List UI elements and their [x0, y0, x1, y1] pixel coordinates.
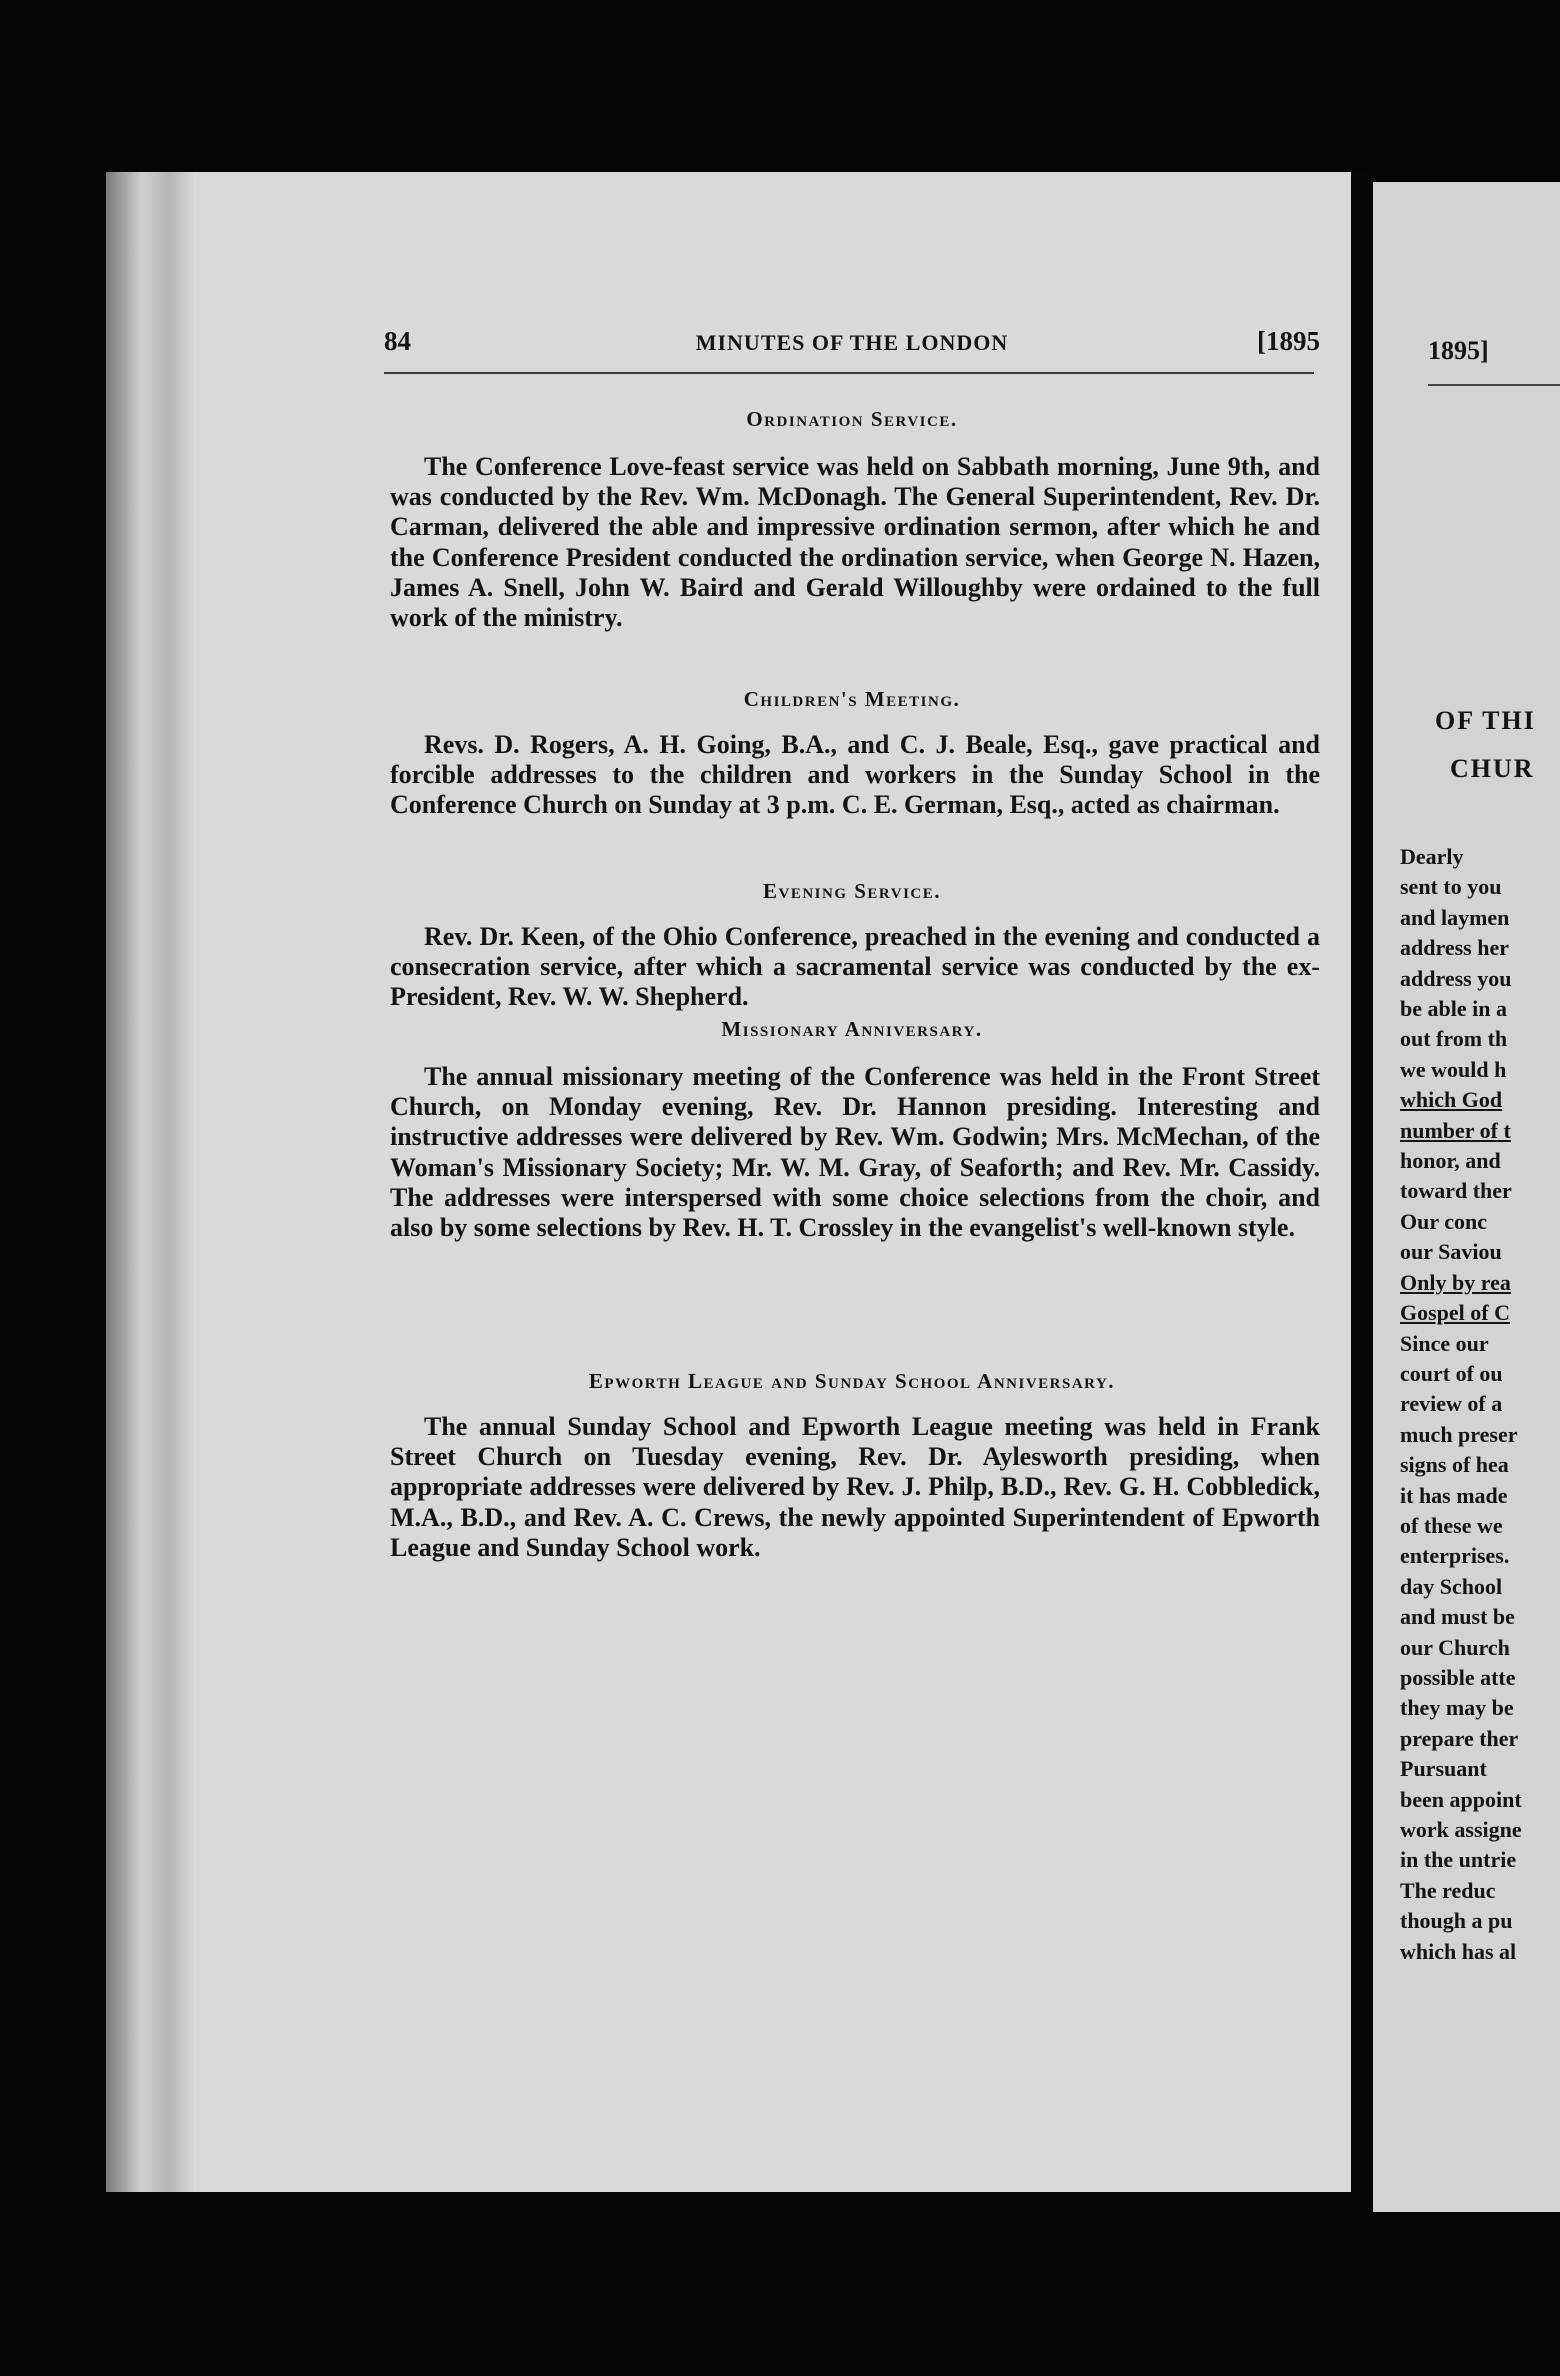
right-heading-2: CHUR	[1450, 754, 1535, 783]
right-line: signs of hea	[1400, 1452, 1509, 1478]
right-line: Pursuant	[1400, 1756, 1487, 1782]
right-line: work assigne	[1400, 1817, 1522, 1842]
right-line: which has al	[1400, 1938, 1517, 1964]
section-heading-missionary-anniversary: Missionary Anniversary.	[721, 1017, 983, 1041]
running-head	[384, 326, 1320, 366]
right-line: of these we	[1400, 1512, 1503, 1538]
right-line: Gospel of C	[1400, 1300, 1510, 1326]
right-line: our Church	[1400, 1634, 1510, 1660]
right-heading-1: OF THI	[1435, 706, 1536, 735]
right-line: though a pu	[1400, 1908, 1513, 1934]
running-title: MINUTES OF THE LONDON	[695, 330, 1009, 355]
right-line: we would h	[1400, 1056, 1507, 1082]
right-line: sent to you	[1400, 874, 1502, 900]
right-line: court of ou	[1400, 1360, 1503, 1386]
right-line: in the untrie	[1400, 1847, 1517, 1873]
right-line: number of t	[1400, 1117, 1511, 1143]
right-line: Our conc	[1400, 1208, 1487, 1234]
right-line: prepare ther	[1400, 1725, 1519, 1751]
right-line: and must be	[1400, 1604, 1515, 1630]
section-heading-evening-service: Evening Service.	[762, 879, 941, 903]
page-edge-shadow	[106, 172, 196, 2192]
right-line: be able in a	[1400, 996, 1507, 1022]
paragraph-epworth-league: The annual Sunday School and Epworth League meeting was held in Frank Street Church on Tuesday evening, Rev. Dr. Aylesworth presiding, when appropriate addresses were delivered by Rev. J. Philp, B.D., Rev. G. H. Cobbledick, M.A., B.D., and Rev. A. C. Crews, the newly appointed Superintendent of Epworth League and Sunday School work.	[390, 1412, 1320, 1562]
right-line: day School	[1400, 1573, 1503, 1599]
right-line: it has made	[1400, 1482, 1508, 1508]
book-gutter	[1351, 172, 1373, 2232]
right-page-text	[1400, 842, 1560, 1967]
header-rule	[384, 372, 1314, 374]
running-year: [1895	[1257, 326, 1320, 356]
right-line: out from th	[1400, 1026, 1508, 1052]
right-line: possible atte	[1400, 1664, 1516, 1690]
paragraph-evening-service: Rev. Dr. Keen, of the Ohio Conference, preached in the evening and conducted a consecration service, after which a sacramental service was conducted by the ex-President, Rev. W. W. Shepherd.	[390, 922, 1320, 1012]
right-line: they may be	[1400, 1695, 1514, 1721]
right-line: which God	[1400, 1087, 1503, 1113]
right-line: Dearly	[1400, 844, 1464, 869]
right-header-rule	[1428, 384, 1560, 386]
right-line: review of a	[1400, 1391, 1503, 1417]
right-line: much preser	[1400, 1421, 1518, 1447]
paragraph-childrens-meeting: Revs. D. Rogers, A. H. Going, B.A., and C. J. Beale, Esq., gave practical and forcible addresses to the children and workers in the Sunday School in the Conference Church on Sunday at 3 p.m. C. E. German, Esq., acted as chairman.	[390, 730, 1320, 820]
paragraph-missionary-anniversary: The annual missionary meeting of the Conference was held in the Front Street Church, on Monday evening, Rev. Dr. Hannon presiding. Interesting and instructive addresses were delivered by Rev. Wm. Godwin; Mrs. McMechan, of the Woman's Missionary Society; Mr. W. M. Gray, of Seaforth; and Rev. Mr. Cassidy. The addresses were interspersed with some choice selections from the choir, and also by some selections by Rev. H. T. Crossley in the evangelist's well-known style.	[390, 1062, 1320, 1243]
right-page	[1373, 182, 1560, 2212]
right-line: our Saviou	[1400, 1239, 1502, 1265]
right-line: address you	[1400, 965, 1512, 991]
right-line: The reduc	[1400, 1877, 1496, 1903]
right-running-year: 1895]	[1428, 336, 1489, 365]
right-line: Since our	[1400, 1330, 1489, 1356]
page-number: 84	[384, 326, 411, 356]
section-heading-childrens-meeting: Children's Meeting.	[743, 687, 961, 711]
right-line: been appoint	[1400, 1786, 1522, 1812]
right-line: enterprises.	[1400, 1543, 1510, 1569]
section-heading-ordination: Ordination Service.	[746, 407, 958, 431]
right-line: Only by rea	[1400, 1269, 1511, 1295]
section-heading-epworth-league: Epworth League and Sunday School Anniversary.	[588, 1369, 1116, 1393]
right-line: toward ther	[1400, 1178, 1512, 1204]
right-line: and laymen	[1400, 904, 1510, 930]
right-line: address her	[1400, 935, 1509, 961]
paragraph-ordination: The Conference Love-feast service was held on Sabbath morning, June 9th, and was conducted by the Rev. Wm. McDonagh. The General Superintendent, Rev. Dr. Carman, delivered the able and impressive ordination sermon, after which he and the Conference President conducted the ordination service, when George N. Hazen, James A. Snell, John W. Baird and Gerald Willoughby were ordained to the full work of the ministry.	[390, 452, 1320, 633]
right-line: honor, and	[1400, 1148, 1501, 1174]
